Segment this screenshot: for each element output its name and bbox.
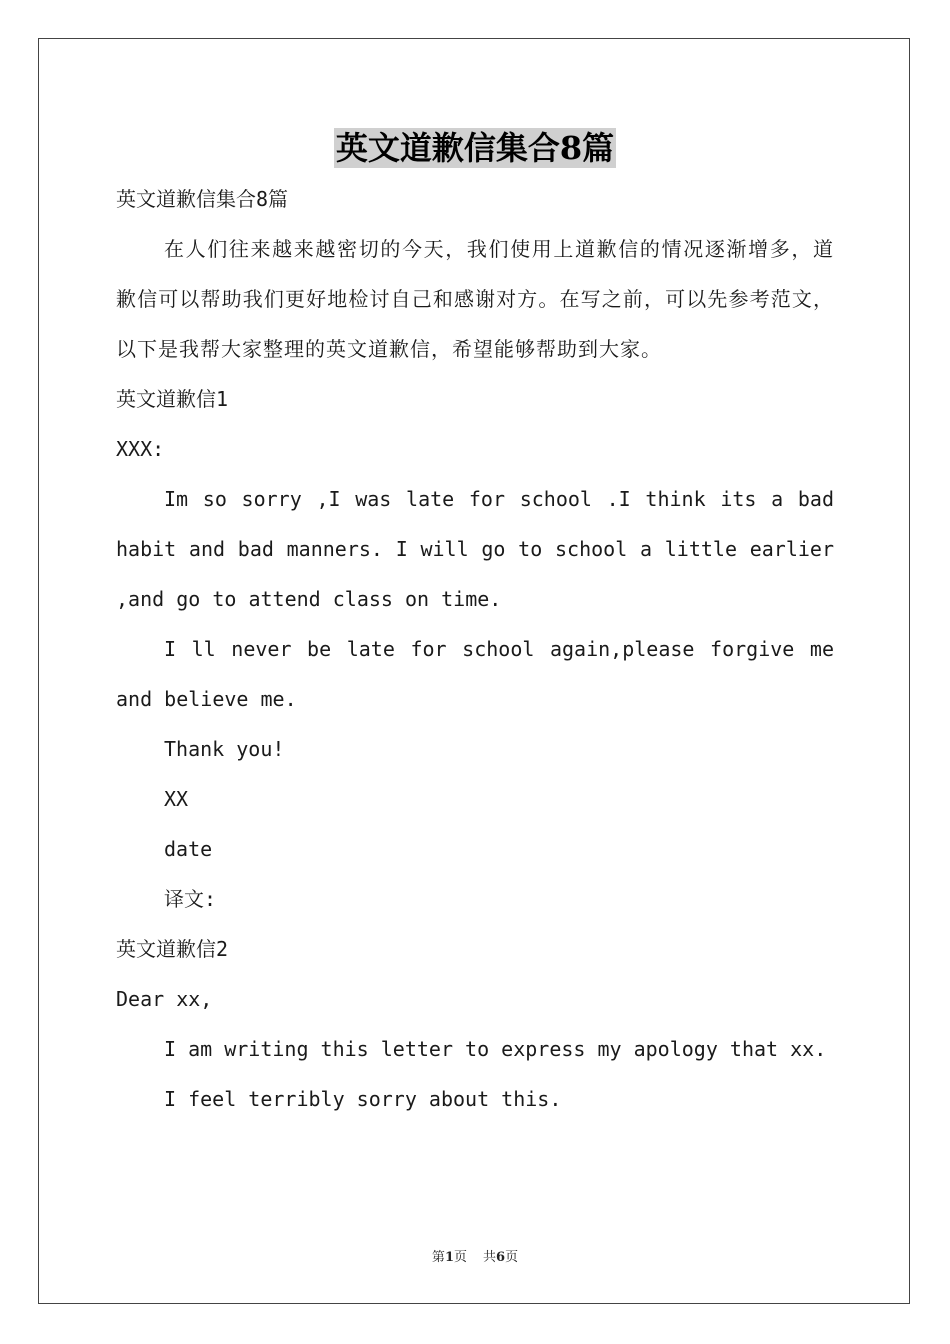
letter1-salutation: XXX: [116, 437, 165, 461]
intro-paragraph: 在人们往来越来越密切的今天，我们使用上道歉信的情况逐渐增多，道歉信可以帮助我们更好地检讨自己和感谢对方。在写之前，可以先参考范文，以下是我帮大家整理的英文道歉信，希望能够帮助到大家。 [116, 237, 834, 361]
letter2-heading: 英文道歉信2 [116, 937, 229, 961]
page-prefix: 第 [431, 1250, 445, 1265]
letter1-paragraph-1: Im so sorry ,I was late for school .I think its a bad habit and bad manners. I will go to school a little earlier ,and go to attend class on time. [116, 487, 834, 611]
letter1-paragraph-2: I ll never be late for school again,please forgive me and believe me. [116, 637, 834, 711]
page-number [432, 1250, 467, 1265]
letter1-closing: Thank you! [164, 737, 285, 761]
letter2-line-2: I feel terribly sorry about this. [164, 1087, 562, 1111]
page-current: 1 [444, 1250, 454, 1265]
document-subtitle: 英文道歉信集合8篇 [116, 187, 289, 211]
page-suffix: 页 [453, 1250, 467, 1265]
letter1-heading: 英文道歉信1 [116, 387, 229, 411]
letter1-signature: XX [164, 787, 189, 811]
total-prefix: 共 [483, 1250, 497, 1265]
letter2-line-1: I am writing this letter to express my apology that xx. [164, 1037, 827, 1061]
document-title [0, 128, 950, 174]
letter1-date: date [164, 837, 213, 861]
total-suffix: 页 [505, 1250, 519, 1265]
page-total [483, 1250, 518, 1265]
letter2-salutation: Dear xx, [116, 987, 213, 1011]
document-body [116, 174, 834, 1124]
total-count: 6 [496, 1250, 506, 1265]
page-footer [0, 1246, 950, 1265]
document-title-text: 英文道歉信集合8篇 [335, 129, 615, 167]
letter1-translation-label: 译文: [164, 887, 217, 911]
